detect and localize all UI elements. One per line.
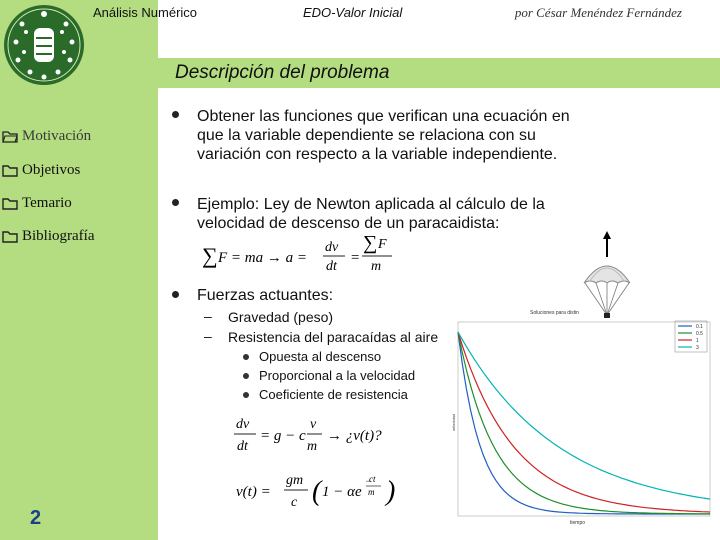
bullet-dot [172,111,179,118]
svg-text:∑: ∑ [363,232,378,254]
folder-icon [2,164,18,177]
nav-item-motivacion[interactable] [2,128,91,145]
page-number: 2 [30,507,42,529]
bullet-line: que la variable dependiente se relaciona con su [197,127,536,144]
chart-ylabel: velocidad [451,414,456,431]
detail-coefficient: Coeficiente de resistencia [259,387,408,402]
nav-label: Motivación [22,128,92,144]
nav-label: Objetivos [22,162,81,178]
svg-text:ct: ct [369,474,376,484]
velocity-chart [452,318,714,526]
svg-text:m: m [371,259,382,274]
legend-label: 0.1 [696,324,703,330]
svg-text:c: c [291,495,298,510]
header-course: Análisis Numérico [93,5,198,20]
chart-xlabel: tiempo [570,520,586,526]
dash-marker: – [204,328,212,344]
detail-proportional: Proporcional a la velocidad [259,368,416,383]
force-resistance: Resistencia del paracaídas al aire [228,329,439,345]
university-logo [2,2,86,88]
bullet-dot [172,199,179,206]
bullet-line: variación con respecto a la variable independiente. [197,146,558,163]
svg-text:F = ma → a =: F = ma → a = [218,250,307,266]
svg-text:F: F [378,237,387,252]
svg-text:1 − αe: 1 − αe [322,484,362,500]
svg-text:m: m [307,439,318,454]
svg-text:∑: ∑ [202,243,218,268]
legend-label: 1 [696,338,699,344]
ode-formula [232,412,402,460]
sub-bullet-dot [243,373,249,379]
svg-text:→ ¿v(t)?: → ¿v(t)? [327,428,382,444]
nav-label: Temario [22,195,72,211]
bullet-example [197,195,545,233]
bullet-definition [197,107,570,164]
folder-icon [2,230,18,243]
folder-icon [2,197,18,210]
nav-item-temario[interactable] [2,195,72,212]
legend-label: 3 [696,345,699,351]
svg-text:= g − c: = g − c [260,428,306,444]
svg-text:dt: dt [326,259,337,274]
nav-label: Bibliografía [22,228,95,244]
svg-text:dv: dv [236,417,250,432]
solution-formula [236,470,426,514]
svg-text:(: ( [312,476,322,507]
nav-item-objetivos[interactable] [2,162,80,179]
svg-text:=: = [350,250,361,266]
svg-text:dt: dt [237,439,248,454]
svg-text:): ) [386,476,396,507]
newton-formula [200,232,400,276]
bullet-line: Ejemplo: Ley de Newton aplicada al cálculo de la [197,196,545,213]
svg-text:−: − [365,476,372,486]
detail-opposite: Opuesta al descenso [259,349,382,364]
svg-text:gm: gm [286,473,304,488]
bullet-dot [172,291,179,298]
open-folder-icon [2,130,18,143]
bullet-line: velocidad de descenso de un paracaidista: [197,215,500,232]
svg-text:v(t) =: v(t) = [236,484,271,500]
force-gravity: Gravedad (peso) [228,309,334,325]
chart-title: Soluciones para distin [530,310,579,316]
slide-title: Descripción del problema [175,62,390,83]
header-topic: EDO-Valor Inicial [303,5,403,20]
bullet-forces [197,286,333,305]
svg-text:v: v [310,417,317,432]
dash-marker: – [204,308,212,324]
nav-item-bibliografia[interactable] [2,228,94,245]
sub-bullet-dot [243,392,249,398]
slide-header [93,0,720,58]
header-author: por César Menéndez Fernández [514,5,682,20]
svg-text:dv: dv [325,240,339,255]
sub-bullet-dot [243,354,249,360]
bullet-line: Obtener las funciones que verifican una ecuación en [197,108,570,125]
svg-text:m: m [368,487,375,497]
bullet-line: Fuerzas actuantes: [197,287,334,304]
legend-label: 0.5 [696,331,703,337]
